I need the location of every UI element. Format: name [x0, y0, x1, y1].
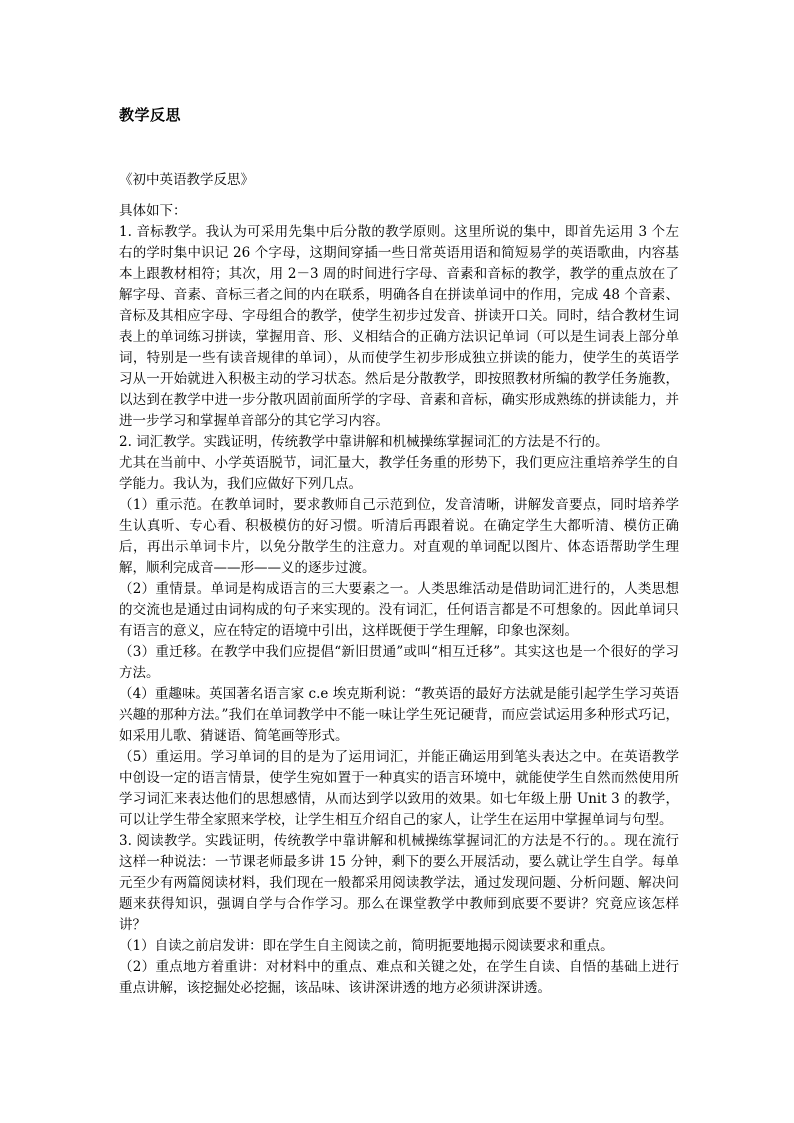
paragraph-demonstration: （1）重示范。在教单词时，要求教师自己示范到位，发音清晰，讲解发音要点，同时培养学生认真听、专心看、积极模仿的好习惯。听清后再跟着说。在确定学生大都听清、模仿正确后，再出示单词卡片，以免分散学生的注意力。对直观的单词配以图片、体态语帮助学生理解，顺利完成音——形——义的逐步过渡。	[119, 497, 679, 576]
paragraph-application: （5）重运用。学习单词的目的是为了运用词汇，并能正确运用到笔头表达之中。在英语教学中创设一定的语言情景，使学生宛如置于一种真实的语言环境中，就能使学生自然而然使用所学习词汇来表达他们的思想感情，从而达到学以致用的效果。如七年级上册 Unit 3 的教学，可以让学生带全家照来学校，让学生相互介绍自己的家人，让学生在运用中掌握单词与句型。	[119, 749, 679, 828]
paragraph-phonetics: 1. 音标教学。我认为可采用先集中后分散的教学原则。这里所说的集中，即首先运用 3 个左右的学时集中识记 26 个字母，这期间穿插一些日常英语用语和简短易学的英语歌曲，内容基本上跟教材相符；其次，用 2－3 周的时间进行字母、音素和音标的教学，教学的重点放在了解字母、音素、音标三者之间的内在联系，明确各自在拼读单词中的作用，完成 48 个音素、音标及其相应字母、字母组合的教学，使学生初步过发音、拼读开口关。同时，结合教材生词表上的单词练习拼读，掌握用音、形、义相结合的正确方法识记单词（可以是生词表上部分单词，特别是一些有读音规律的单词），从而使学生初步形成独立拼读的能力，使学生的英语学习从一开始就进入积极主动的学习状态。然后是分散教学，即按照教材所编的教学任务施教，以达到在教学中进一步分散巩固前面所学的字母、音素和音标，确实形成熟练的拼读能力，并进一步学习和掌握单音部分的其它学习内容。	[119, 224, 679, 429]
paragraph-situation: （2）重情景。单词是构成语言的三大要素之一。人类思维活动是借助词汇进行的，人类思想的交流也是通过由词构成的句子来实现的。没有词汇，任何语言都是不可想象的。因此单词只有语言的意义，应在特定的语境中引出，这样既便于学生理解，印象也深刻。	[119, 581, 679, 639]
document-subtitle: 《初中英语教学反思》	[119, 172, 254, 188]
document-title: 教学反思	[119, 106, 182, 124]
paragraph-interest: （4）重趣味。英国著名语言家 c.e 埃克斯利说：“教英语的最好方法就是能引起学生学习英语兴趣的那种方法。”我们在单词教学中不能一味让学生死记硬背，而应尝试运用多种形式巧记，如采用儿歌、猜谜语、简笔画等形式。	[119, 686, 679, 744]
paragraph-intro: 具体如下：	[119, 203, 187, 219]
paragraph-key-points: （2）重点地方着重讲：对材料中的重点、难点和关键之处，在学生自读、自悟的基础上进行重点讲解，该挖掘处必挖掘，该品味、该讲深讲透的地方必须讲深讲透。	[119, 959, 679, 996]
paragraph-vocabulary-context: 尤其在当前中、小学英语脱节，词汇量大，教学任务重的形势下，我们更应注重培养学生的自学能力。我认为，我们应做好下列几点。	[119, 455, 679, 492]
document-body	[119, 201, 679, 999]
paragraph-reading: 3. 阅读教学。实践证明，传统教学中靠讲解和机械操练掌握词汇的方法是不行的。。现在流行这样一种说法：一节课老师最多讲 15 分钟，剩下的要么开展活动，要么就让学生自学。每单元至少有两篇阅读材料，我们现在一般都采用阅读教学法，通过发现问题、分析问题、解决问题来获得知识，强调自学与合作学习。那么在课堂教学中教师到底要不要讲？究竟应该怎样讲？	[119, 833, 679, 933]
paragraph-pre-reading: （1）自读之前启发讲：即在学生自主阅读之前，简明扼要地揭示阅读要求和重点。	[119, 938, 614, 954]
paragraph-vocabulary: 2. 词汇教学。实践证明，传统教学中靠讲解和机械操练掌握词汇的方法是不行的。	[119, 434, 609, 450]
paragraph-transfer: （3）重迁移。在教学中我们应提倡“新旧贯通”或叫“相互迁移”。其实这也是一个很好的学习方法。	[119, 644, 679, 681]
